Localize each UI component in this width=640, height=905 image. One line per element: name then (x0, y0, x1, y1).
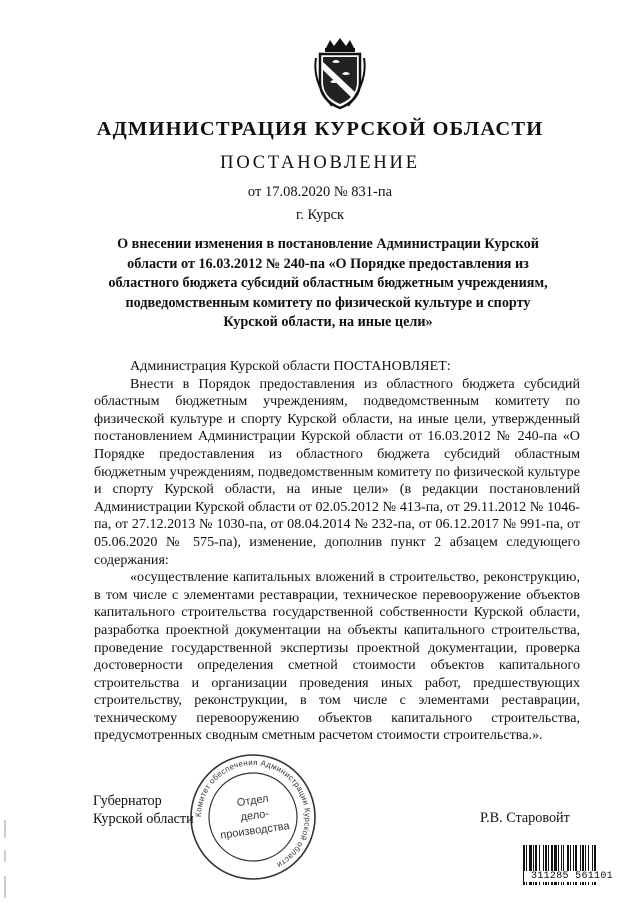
subject-line: подведомственным комитету по физической культуре и спорту (125, 294, 531, 311)
signatory-name: Р.В. Старовойт (480, 810, 570, 826)
document-body (94, 358, 580, 745)
scan-margin-marks (3, 820, 7, 900)
subject-line: областного бюджета субсидий областным бюджетным учреждениям, (108, 275, 548, 291)
stamp-center-line-3: производства (219, 820, 291, 842)
body-paragraph-quoted-text: «осуществление капитальных вложений в строительство, реконструкцию, в том числе с элементами реставрации, техническое перевооружение объектов капитального строительства государственной собственности Курской области, разработка проектной документации на объекты капитального строительства, проведение государственной экспертизы проектной документации, проверка достоверности определения сметной стоимости объектов капитального строительства и организации проведения иных работ, предшествующих строительству, реконструкции, в том числе с элементами реставрации, техническому перевооружению объектов капитального строительства, предусмотренных сводным сметным расчетом стоимости строительства.». (94, 569, 580, 744)
subject-line: Курской области, на иные цели» (223, 314, 433, 330)
body-paragraph-preamble: Администрация Курской области ПОСТАНОВЛЯЕТ: (130, 358, 451, 374)
document-type: ПОСТАНОВЛЕНИЕ (220, 153, 420, 173)
document-city: г. Курск (295, 207, 345, 223)
office-stamp (188, 752, 318, 882)
stamp-ring-text: Комитет обеспечения Администрации Курской области (193, 757, 313, 870)
document-subject (108, 235, 548, 333)
body-paragraph-amendment: Внести в Порядок предоставления из областного бюджета субсидий областным бюджетным учреждениям, подведомственным комитету по физической культуре и спорту Курской области, на иные цели, утвержденный постановлением Администрации Курской области от 16.03.2012 № 240-па «О Порядке предоставления из областного бюджета субсидий областным бюджетным учреждениям, подведомственным комитету по физической культуре и спорту Курской области, на иные цели» (в редакции постановлений Администрации Курской области от 02.05.2012 № 413-па, от 29.11.2012 № 1046-па, от 27.12.2013 № 1030-па, от 08.04.2014 № 232-па, от 06.12.2017 № 991-па, от 05.06.2020 № 575-па), изменение, дополнив пункт 2 абзацем следующего содержания: (94, 375, 580, 568)
document-date-number: от 17.08.2020 № 831-па (247, 184, 393, 200)
stamp-center-line-1: Отдел (236, 792, 270, 810)
barcode-image (522, 843, 622, 893)
stamp-center-line-2: дело- (239, 807, 270, 824)
subject-line: О внесении изменения в постановление Администрации Курской (117, 236, 539, 252)
signatory-title (93, 792, 194, 828)
coat-of-arms-emblem (312, 38, 368, 110)
subject-line: области от 16.03.2012 № 240-па «О Порядке предоставления из (127, 255, 529, 272)
signatory-title-line-1: Губернатор (93, 793, 162, 809)
signatory-title-line-2: Курской области (93, 811, 194, 827)
authority-title: АДМИНИСТРАЦИЯ КУРСКОЙ ОБЛАСТИ (96, 118, 544, 140)
barcode-number: 311285 561101 (524, 871, 620, 882)
